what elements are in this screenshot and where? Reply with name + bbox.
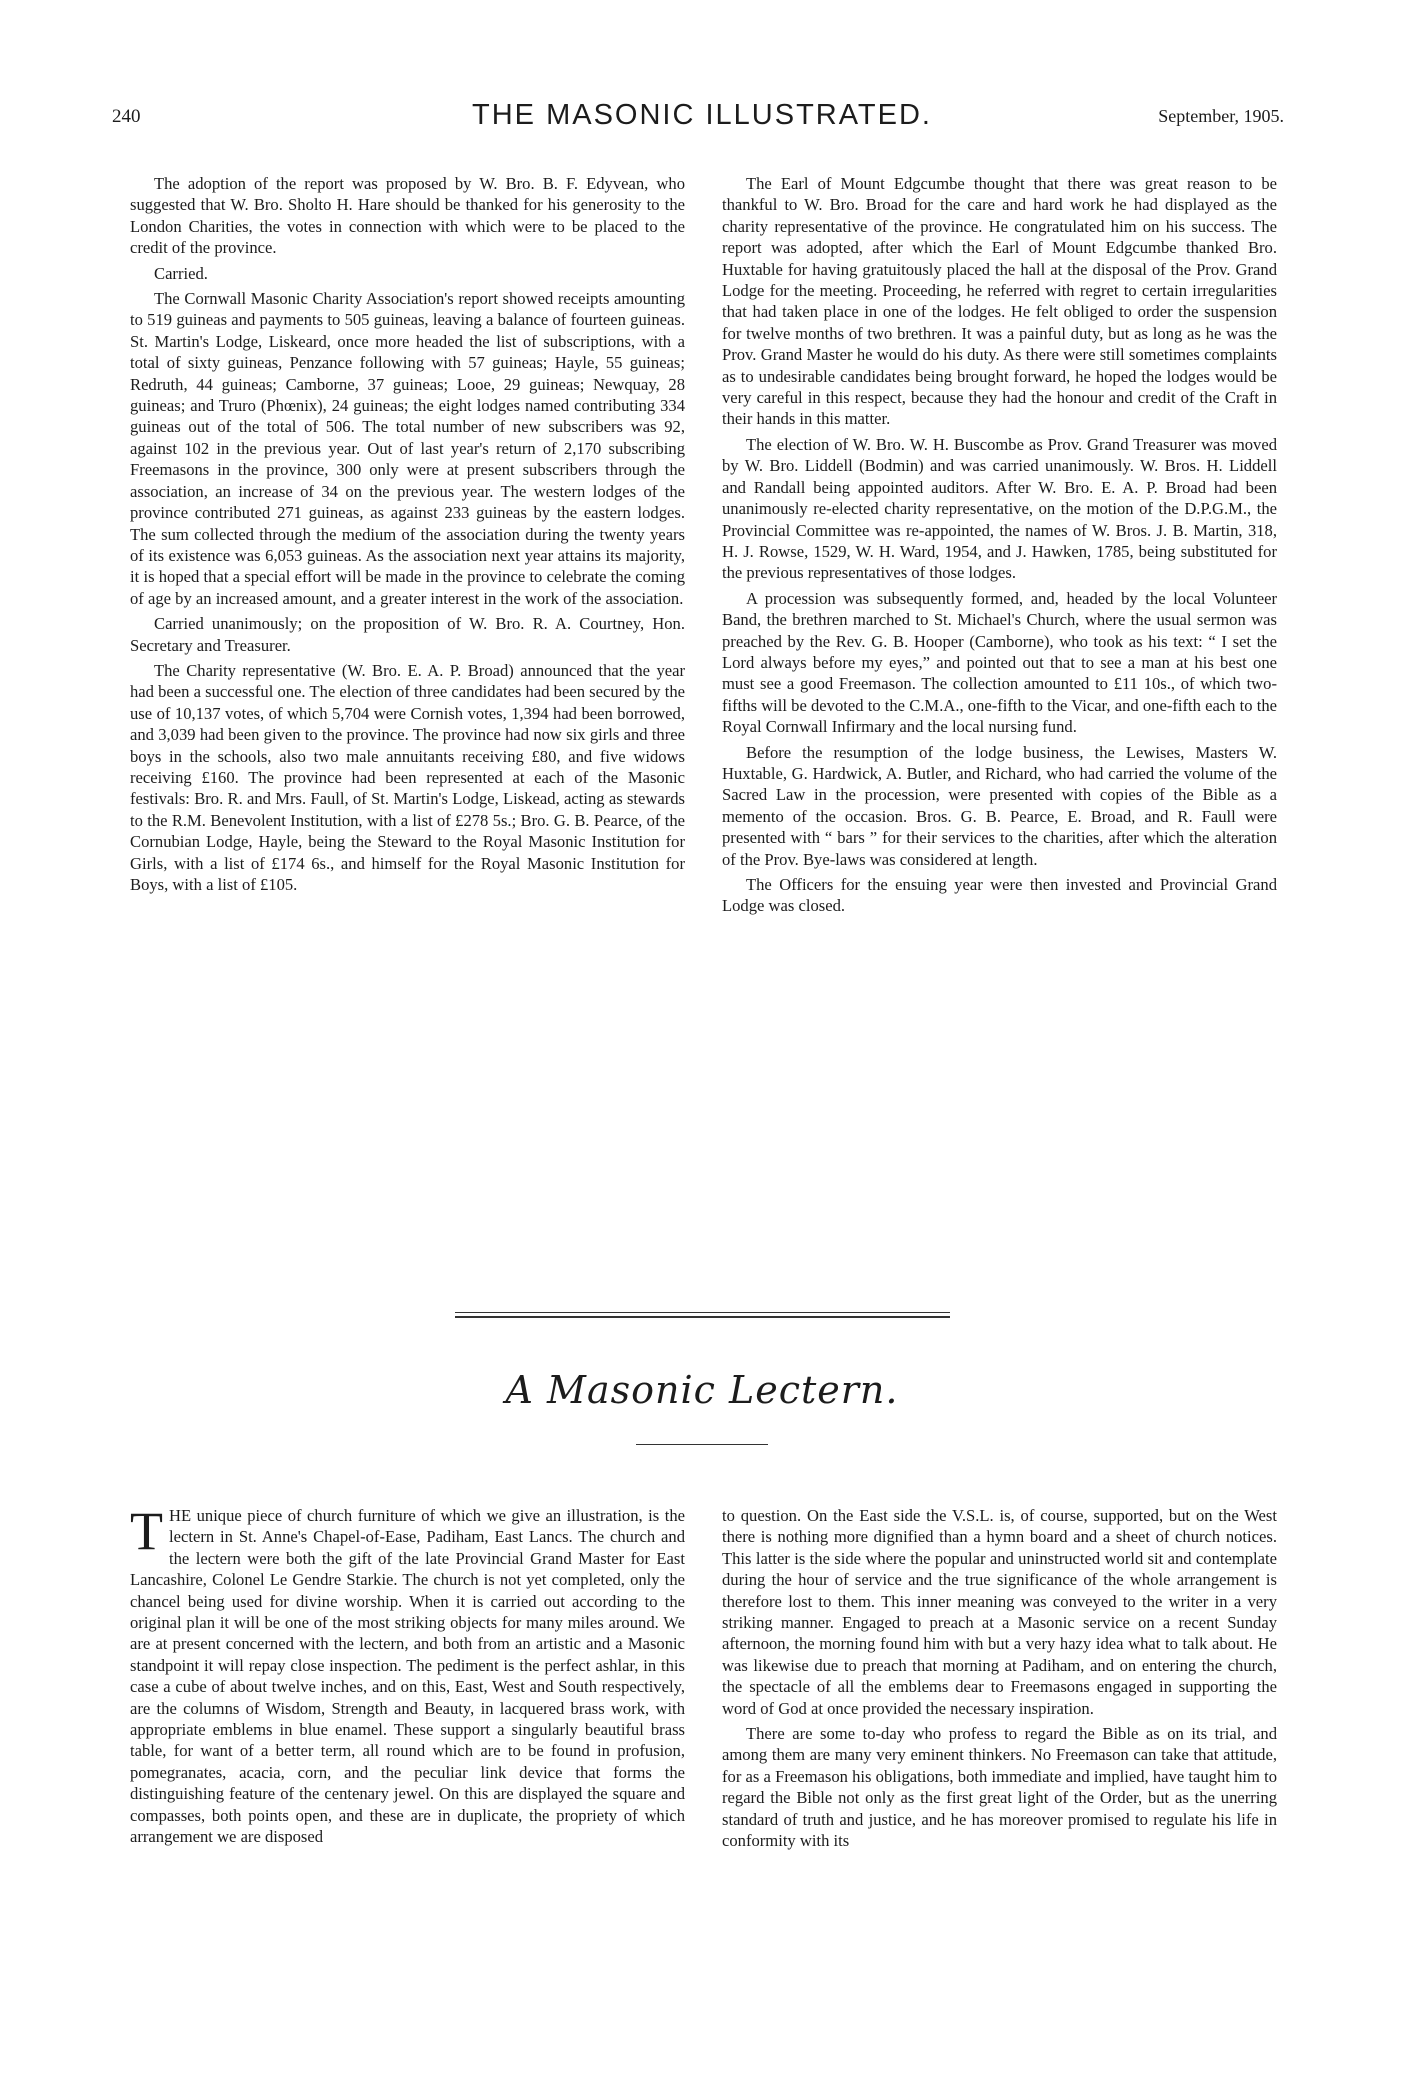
paragraph: The Cornwall Masonic Charity Association's report showed receipts amounting to 519 guineas and payments to 505 guineas, leaving a balance of fourteen guineas. St. Martin's Lodge, Liskeard, once more headed the list of subscriptions, with a total of sixty guineas, Penzance following with 57 guineas; Hayle, 55 guineas; Redruth, 44 guineas; Camborne, 37 guineas; Looe, 29 guineas; Newquay, 28 guineas; and Truro (Phœnix), 24 guineas; the eight lodges named contributing 334 guineas out of the total of 506. The total number of new subscribers was 92, against 102 in the previous year. Out of last year's return of 2,170 subscribing Freemasons in the province, 300 only were at present subscribers through the association, an increase of 34 on the previous year. The western lodges of the province contributed 271 guineas, as against 233 guineas by the eastern lodges. The sum collected through the medium of the association during the twenty years of its existence was 6,053 guineas. As the association next year attains its majority, it is hoped that a special effort will be made in the province to celebrate the coming of age by an increased amount, and a greater interest in the work of the association. [130,289,685,608]
report-column-left [130,173,685,899]
section-divider [455,1316,950,1318]
paragraph: The Officers for the ensuing year were then invested and Provincial Grand Lodge was closed. [722,875,1277,916]
paragraph: to question. On the East side the V.S.L. is, of course, supported, but on the West there is nothing more dignified than a hymn board and a sheet of church notices. This latter is the side where the popular and uninstructed world sit and contemplate during the hour of service and the true significance of the whole arrangement is therefore lost to them. This inner meaning was conveyed to the writer in a very striking manner. Engaged to preach at a Masonic service on a recent Sunday afternoon, the morning found him with but a very hazy idea what to talk about. He was likewise due to preach that morning at Padiham, and on entering the church, the spectacle of all the emblems dear to Freemasons engaged in supporting the word of God at once provided the necessary inspiration. [722,1506,1277,1718]
paragraph: A procession was subsequently formed, and, headed by the local Volunteer Band, the brethren marched to St. Michael's Church, where the usual sermon was preached by the Rev. G. B. Hooper (Camborne), who took as his text: “ I set the Lord always before my eyes,” and pointed out that to see a man at his best one must see a good Freemason. The collection amounted to £11 10s., of which two-fifths will be devoted to the C.M.A., one-fifth to the Vicar, and one-fifth each to the Royal Cornwall Infirmary and the local nursing fund. [722,588,1277,737]
drop-cap: T [130,1501,163,1561]
title-underline [636,1444,768,1445]
section-divider [455,1312,950,1313]
paragraph: The Charity representative (W. Bro. E. A. P. Broad) announced that the year had been a successful one. The election of three candidates had been secured by the use of 10,137 votes, of which 5,704 were Cornish votes, 1,394 had been borrowed, and 3,039 had been given to the province. The province had now six girls and three boys in the schools, also two male annuitants receiving £80, and five widows receiving £160. The province had been represented at each of the Masonic festivals: Bro. R. and Mrs. Faull, of St. Martin's Lodge, Liskead, acting as stewards to the R.M. Benevolent Institution, with a list of £278 5s.; Bro. G. B. Pearce, of the Cornubian Lodge, Hayle, being the Steward to the Royal Masonic Institution for Girls, with a list of £174 6s., and himself for the Royal Masonic Institution for Boys, with a list of £105. [130,660,685,894]
paragraph: The Earl of Mount Edgcumbe thought that there was great reason to be thankful to W. Bro. Broad for the care and hard work he had displayed as the charity representative of the province. He congratulated him on his success. The report was adopted, after which the Earl of Mount Edgcumbe thanked Bro. Huxtable for having gratuitously placed the hall at the disposal of the Prov. Grand Lodge for the meeting. Proceeding, he referred with regret to certain irregularities that had taken place in one of the lodges. He felt obliged to order the suspension for twelve months of two brethren. It was a painful duty, but as long as he was the Prov. Grand Master he would do his duty. As there were still sometimes complaints as to undesirable candidates being brought forward, he hoped the lodges would be very careful in this respect, because they had the honour and credit of the Craft in their hands in this matter. [722,174,1277,429]
article-title: A Masonic Lectern. [505,1368,899,1412]
publication-title: THE MASONIC ILLUSTRATED. [472,99,932,131]
report-column-right [722,173,1277,921]
page-number: 240 [112,106,141,127]
paragraph [130,1501,685,1848]
article-column-right [722,1505,1277,1856]
paragraph: There are some to-day who profess to regard the Bible as on its trial, and among them are many very eminent thinkers. No Freemason can take that attitude, for as a Freemason his obligations, both immediate and implied, have taught him to regard the Bible not only as the first great light of the Order, but as the unerring standard of truth and justice, and he has moreover promised to regulate his life in conformity with its [722,1724,1277,1851]
article-column-left [130,1501,685,1852]
paragraph: Carried unanimously; on the proposition of W. Bro. R. A. Courtney, Hon. Secretary and Treasurer. [130,614,685,655]
paragraph: Carried. [154,263,208,283]
paragraph-text: HE unique piece of church furniture of which we give an illustration, is the lectern in St. Anne's Chapel-of-Ease, Padiham, East Lancs. The church and the lectern were both the gift of the late Provincial Grand Master for East Lancashire, Colonel Le Gendre Starkie. The church is not yet completed, only the chancel being used for divine worship. When it is carried out according to the original plan it will be one of the most striking objects for many miles around. We are at present concerned with the lectern, and both from an artistic and a Masonic standpoint it will repay close inspection. The pediment is the perfect ashlar, in this case a cube of about twelve inches, and on this, East, West and South respectively, are the columns of Wisdom, Strength and Beauty, in lacquered brass work, with appropriate emblems in blue enamel. These support a singularly beautiful brass table, for want of a better term, all round which are to be found in profusion, pomegranates, acacia, corn, and the peculiar link device that forms the distinguishing feature of the centenary jewel. On this are displayed the square and compasses, both points open, and these are in duplicate, the propriety of which arrangement we are disposed [130,1506,685,1847]
paragraph: The adoption of the report was proposed by W. Bro. B. F. Edyvean, who suggested that W. Bro. Sholto H. Hare should be thanked for his generosity to the London Charities, the votes in connection with which were to be placed to the credit of the province. [130,174,685,258]
paragraph: The election of W. Bro. W. H. Buscombe as Prov. Grand Treasurer was moved by W. Bro. Liddell (Bodmin) and was carried unanimously. W. Bros. H. Liddell and Randall being appointed auditors. After W. Bro. E. A. P. Broad had been unanimously re-elected charity representative, on the motion of the D.P.G.M., the Provincial Committee was re-appointed, the names of W. Bros. J. B. Martin, 318, H. J. Rowse, 1529, W. H. Ward, 1954, and J. Hawken, 1785, being substituted for the previous representatives of those lodges. [722,434,1277,583]
issue-date: September, 1905. [1158,106,1284,126]
paragraph: Before the resumption of the lodge business, the Lewises, Masters W. Huxtable, G. Hardwick, A. Butler, and Richard, who had carried the volume of the Sacred Law in the procession, were presented with copies of the Bible as a memento of the occasion. Bros. G. B. Pearce, E. Broad, and R. Faull were presented with “ bars ” for their services to the charities, after which the alteration of the Prov. Bye-laws was considered at length. [722,742,1277,869]
